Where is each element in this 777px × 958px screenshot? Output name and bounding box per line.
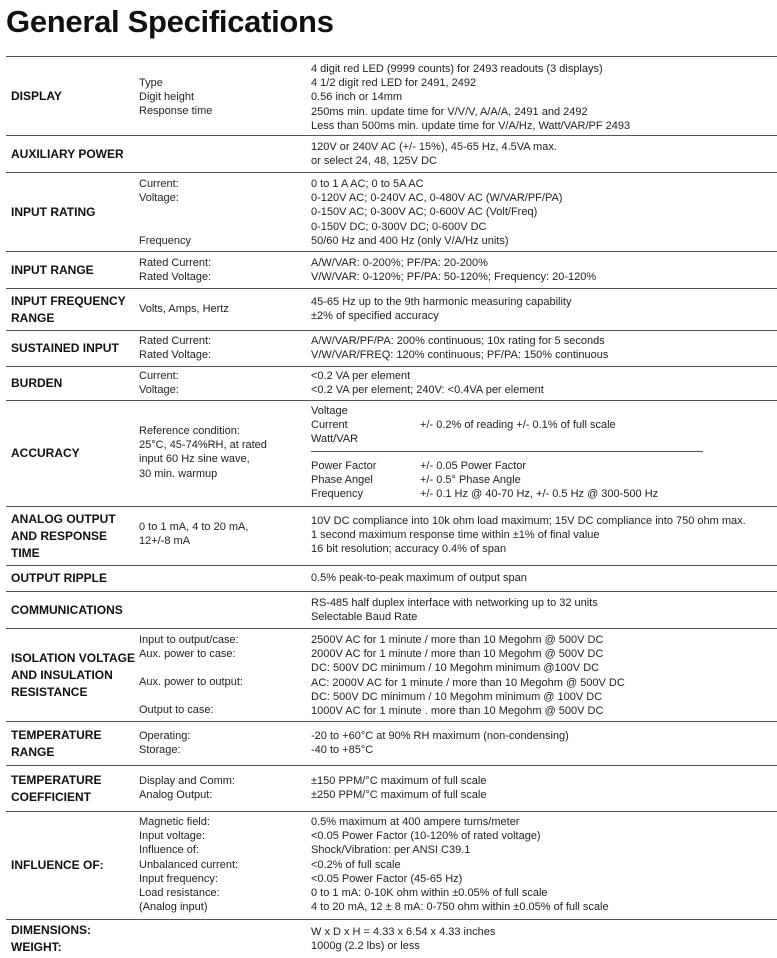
spec-row-display	[6, 56, 777, 135]
value-list	[311, 256, 596, 284]
accuracy-group-1-value: +/- 0.2% of reading +/- 0.1% of full scale	[420, 419, 616, 431]
sub-label-list	[139, 815, 238, 914]
sub-label: Input frequency:	[139, 872, 218, 885]
spec-value: <0.2 VA per element	[311, 370, 411, 382]
sub-label: Current:	[139, 370, 179, 382]
spec-value: 1000V AC for 1 minute . more than 10 Megohm @ 500V DC	[311, 705, 604, 718]
sub-label: Rated Current:	[139, 257, 212, 269]
category-label	[11, 766, 136, 811]
sub-label: Operating:	[139, 730, 191, 742]
spec-value: 0-150V DC; 0-300V DC; 0-600V DC	[311, 220, 487, 233]
category-label	[11, 722, 136, 765]
value-list	[311, 369, 544, 397]
sub-label: 30 min. warmup	[139, 467, 218, 480]
sub-label: Rated Voltage:	[139, 349, 212, 362]
spec-value: or select 24, 48, 125V DC	[311, 155, 437, 168]
spec-table	[6, 56, 777, 958]
spec-value: -20 to +60°C at 90% RH maximum (non-condensing)	[311, 730, 569, 742]
value-list	[311, 334, 608, 362]
category-label: DISPLAY	[11, 88, 62, 103]
category-label: INFLUENCE OF:	[11, 858, 104, 872]
sub-label-list	[139, 520, 248, 548]
category-line: RANGE	[11, 744, 55, 759]
spec-row-temperature-range	[6, 721, 777, 765]
value-list	[311, 140, 557, 168]
page-title: General Specifications	[6, 4, 334, 39]
sub-label-list	[139, 76, 212, 119]
category-label: COMMUNICATIONS	[11, 602, 123, 617]
spec-value: 250ms min. update time for V/V/V, A/A/A, 2491 and 2492	[311, 105, 588, 118]
spec-value: 0-150V AC; 0-300V AC; 0-600V AC (Volt/Freq)	[311, 206, 538, 219]
accuracy-group-2-names	[311, 459, 376, 502]
spec-value: 16 bit resolution; accuracy 0.4% of span	[311, 543, 507, 556]
category-line: ANALOG OUTPUT	[11, 511, 116, 526]
spec-value: 0.56 inch or 14mm	[311, 91, 403, 104]
value-list	[311, 177, 562, 248]
category-label: INPUT RATING	[11, 204, 96, 219]
category-line: RESISTANCE	[11, 684, 88, 699]
value-list	[311, 514, 746, 557]
spec-row-accuracy	[6, 400, 777, 506]
category-line: TIME	[11, 545, 40, 560]
spec-value: +/- 0.1 Hz @ 40-70 Hz, +/- 0.5 Hz @ 300-500 Hz	[420, 488, 659, 501]
spec-value: +/- 0.5° Phase Angle	[420, 474, 521, 487]
spec-row-dimensions	[6, 919, 777, 958]
sub-label: 0 to 1 mA, 4 to 20 mA,	[139, 521, 249, 533]
sub-label: Digit height	[139, 91, 195, 104]
spec-row-auxiliary-power	[6, 135, 777, 172]
sub-label: Input voltage:	[139, 830, 206, 843]
value-list	[311, 62, 630, 133]
category-label	[11, 920, 136, 958]
spec-value: 2000V AC for 1 minute / more than 10 Megohm @ 500V DC	[311, 648, 604, 661]
spec-value: ±150 PPM/°C maximum of full scale	[311, 775, 487, 787]
sub-label: Aux. power to case:	[139, 648, 236, 661]
spec-row-burden	[6, 366, 777, 400]
sub-label: Output to case:	[139, 704, 214, 716]
spec-row-temperature-coefficient	[6, 765, 777, 811]
sub-label: 25°C, 45-74%RH, at rated	[139, 439, 267, 452]
spec-value: 0-120V AC; 0-240V AC, 0-480V AC (W/VAR/PF/PA)	[311, 192, 563, 205]
spec-value: ±2% of specified accuracy	[311, 310, 439, 323]
category-label: INPUT RANGE	[11, 262, 94, 277]
spec-value: RS-485 half duplex interface with networking up to 32 units	[311, 597, 598, 609]
spec-value: DC: 500V DC minimum / 10 Megohm minimum @ 100V DC	[311, 690, 603, 703]
sub-label: Frequency	[139, 235, 191, 247]
sub-label-list	[139, 256, 211, 284]
sub-label: Rated Current:	[139, 335, 212, 347]
spec-value: 120V or 240V AC (+/- 15%), 45-65 Hz, 4.5VA max.	[311, 141, 557, 153]
category-label: SUSTAINED INPUT	[11, 341, 119, 355]
sub-label-list	[139, 369, 179, 397]
spec-row-input-range	[6, 251, 777, 288]
category-line: INPUT FREQUENCY	[11, 293, 126, 308]
spec-value: Selectable Baud Rate	[311, 611, 418, 624]
measure-name: Watt/VAR	[311, 433, 359, 446]
spec-value: 10V DC compliance into 10k ohm load maximum; 15V DC compliance into 750 ohm max.	[311, 515, 746, 527]
sub-label-list	[139, 774, 235, 802]
sub-label: Voltage:	[139, 192, 179, 205]
category-line: COEFFICIENT	[11, 789, 91, 804]
sub-label: (Analog input)	[139, 901, 208, 914]
category-line: RANGE	[11, 310, 55, 325]
spec-value: <0.05 Power Factor (45-65 Hz)	[311, 872, 463, 885]
spec-value: 2500V AC for 1 minute / more than 10 Megohm @ 500V DC	[311, 634, 604, 646]
sub-label: Current:	[139, 178, 179, 190]
spec-value: 4 digit red LED (9999 counts) for 2493 readouts (3 displays)	[311, 63, 603, 75]
measure-name: Voltage	[311, 405, 348, 417]
spec-value: 45-65 Hz up to the 9th harmonic measuring capability	[311, 296, 572, 308]
spec-row-input-frequency-range	[6, 288, 777, 330]
category-line: WEIGHT:	[11, 940, 62, 954]
spec-row-input-rating	[6, 172, 777, 251]
measure-name: Phase Angel	[311, 474, 373, 487]
sub-label: Influence of:	[139, 844, 199, 857]
value-list	[311, 729, 569, 757]
category-line: DIMENSIONS:	[11, 923, 92, 937]
spec-value: 0 to 1 A AC; 0 to 5A AC	[311, 178, 424, 190]
spec-value: A/W/VAR: 0-200%; PF/PA: 20-200%	[311, 257, 488, 269]
category-label	[11, 507, 136, 565]
sub-label: input 60 Hz sine wave,	[139, 453, 250, 466]
spec-value: 50/60 Hz and 400 Hz (only V/A/Hz units)	[311, 234, 509, 247]
sub-label-list	[139, 334, 211, 362]
category-line: TEMPERATURE	[11, 772, 102, 787]
spec-value: ±250 PPM/°C maximum of full scale	[311, 789, 487, 802]
accuracy-group-2-values	[420, 459, 658, 502]
spec-row-sustained-input	[6, 330, 777, 366]
accuracy-group-1-names	[311, 404, 358, 447]
spec-value: 1 second maximum response time within ±1% of final value	[311, 529, 600, 542]
value-list	[311, 925, 495, 953]
category-line: AND RESPONSE	[11, 528, 108, 543]
sub-label: Rated Voltage:	[139, 271, 212, 284]
spec-row-communications	[6, 591, 777, 628]
value-list	[311, 774, 487, 802]
category-line: TEMPERATURE	[11, 727, 102, 742]
spec-row-isolation	[6, 628, 777, 721]
sub-label: Storage:	[139, 744, 181, 757]
sub-label: Input to output/case:	[139, 634, 239, 646]
category-line: ISOLATION VOLTAGE	[11, 650, 135, 665]
category-label	[11, 289, 136, 330]
measure-name: Current	[311, 419, 348, 432]
spec-value: 4 to 20 mA, 12 ± 8 mA: 0-750 ohm within ±0.05% of full scale	[311, 901, 609, 914]
sub-label: Aux. power to output:	[139, 676, 243, 688]
sub-label-list	[139, 177, 179, 205]
sub-label: Response time	[139, 105, 213, 118]
spec-value: V/W/VAR/FREQ: 120% continuous; PF/PA: 150% continuous	[311, 349, 609, 362]
spec-value: A/W/VAR/PF/PA: 200% continuous; 10x rating for 5 seconds	[311, 335, 605, 347]
spec-value: <0.05 Power Factor (10-120% of rated voltage)	[311, 830, 541, 843]
category-label	[11, 629, 136, 721]
sub-label: Analog Output:	[139, 789, 213, 802]
sub-label: Volts, Amps, Hertz	[139, 303, 229, 315]
spec-row-influence	[6, 811, 777, 919]
measure-name: Power Factor	[311, 460, 377, 472]
spec-value: W x D x H = 4.33 x 6.54 x 4.33 inches	[311, 926, 496, 938]
spec-value: V/W/VAR: 0-120%; PF/PA: 50-120%; Frequency: 20-120%	[311, 271, 597, 284]
sub-label: Unbalanced current:	[139, 858, 239, 871]
spec-value: AC: 2000V AC for 1 minute / more than 10 Megohm @ 500V DC	[311, 676, 625, 689]
value-list	[311, 295, 571, 323]
sub-label: Load resistance:	[139, 887, 220, 900]
category-label: AUXILIARY POWER	[11, 146, 124, 161]
measure-name: Frequency	[311, 488, 363, 501]
category-line: AND INSULATION	[11, 667, 113, 682]
value-list	[311, 633, 625, 718]
sub-label: Type	[139, 77, 163, 89]
sub-label-list	[139, 633, 239, 661]
value-list	[311, 596, 598, 624]
spec-row-analog-output	[6, 506, 777, 565]
sub-label-list	[139, 424, 267, 481]
sub-label: Magnetic field:	[139, 816, 210, 828]
value-list	[311, 815, 609, 914]
sub-label-list	[139, 729, 190, 757]
sub-label: Reference condition:	[139, 425, 240, 437]
spec-value: 0 to 1 mA: 0-10K ohm within ±0.05% of full scale	[311, 887, 548, 900]
spec-value: -40 to +85°C	[311, 744, 374, 757]
sub-label: Display and Comm:	[139, 775, 235, 787]
spec-value: Shock/Vibration: per ANSI C39.1	[311, 844, 471, 857]
category-label: BURDEN	[11, 376, 63, 390]
spec-value: 0.5% peak-to-peak maximum of output span	[311, 572, 527, 584]
spec-value: Less than 500ms min. update time for V/A/Hz, Watt/VAR/PF 2493	[311, 119, 631, 132]
spec-value: DC: 500V DC minimum / 10 Megohm minimum @100V DC	[311, 662, 600, 675]
category-label: OUTPUT RIPPLE	[11, 571, 108, 585]
spec-row-output-ripple	[6, 565, 777, 591]
spec-value: +/- 0.05 Power Factor	[420, 460, 527, 472]
category-label: ACCURACY	[11, 446, 80, 460]
accuracy-divider	[311, 451, 703, 452]
spec-value: 4 1/2 digit red LED for 2491, 2492	[311, 77, 477, 90]
spec-value: <0.2% of full scale	[311, 858, 401, 871]
spec-value: 0.5% maximum at 400 ampere turns/meter	[311, 816, 520, 828]
sub-label: 12+/-8 mA	[139, 535, 191, 548]
spec-value: <0.2 VA per element; 240V: <0.4VA per element	[311, 384, 544, 397]
spec-value: 1000g (2.2 lbs) or less	[311, 940, 420, 953]
sub-label: Voltage:	[139, 384, 179, 397]
